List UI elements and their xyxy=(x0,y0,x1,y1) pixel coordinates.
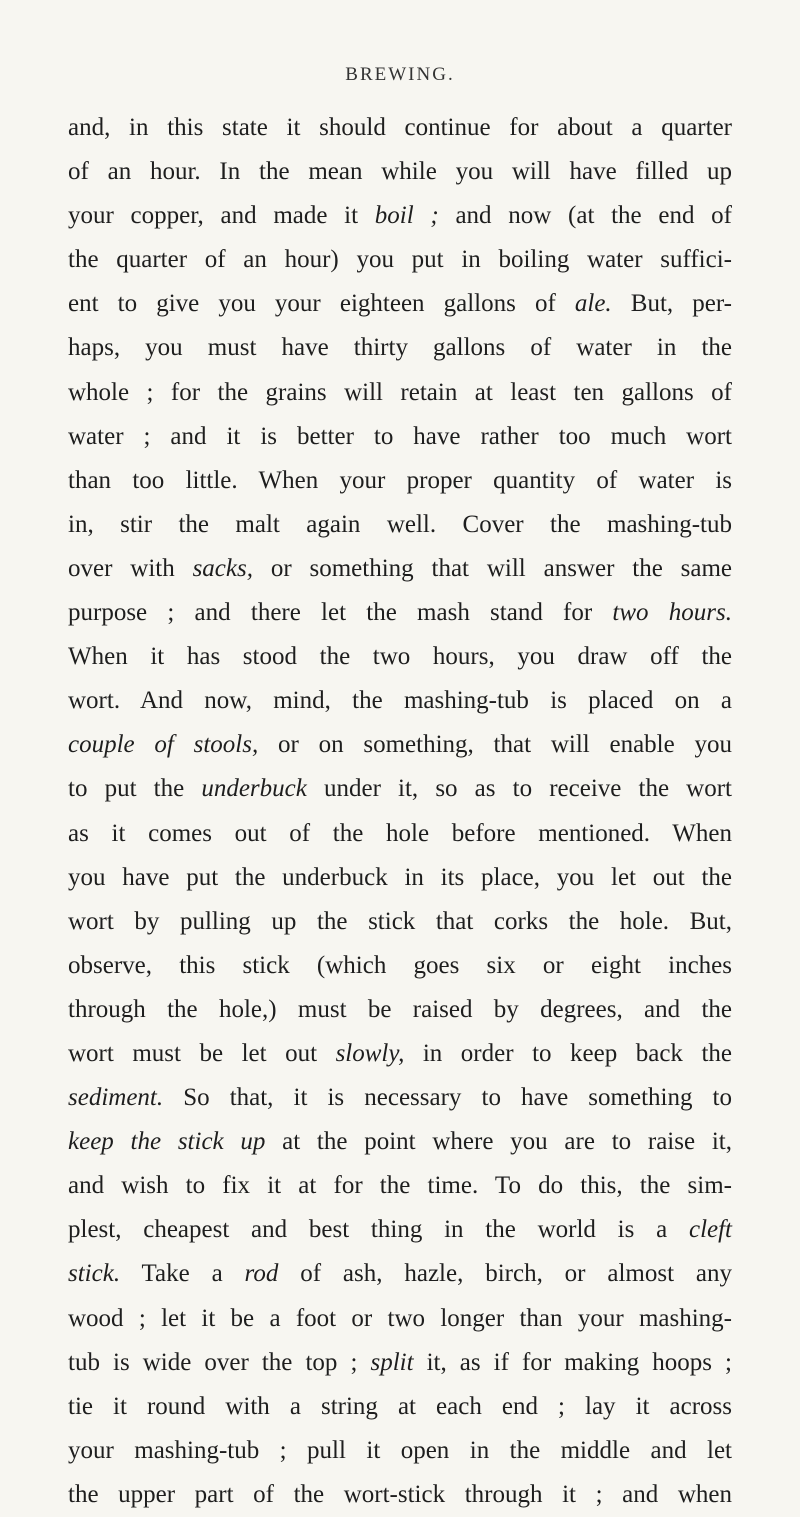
text-line xyxy=(68,1032,732,1076)
text-line xyxy=(68,723,732,767)
italic-phrase: underbuck xyxy=(201,775,307,803)
text-run: wort by pulling up the stick that corks the hole. But, xyxy=(68,907,732,935)
text-run: plest, cheapest and best thing in the world is a xyxy=(68,1216,689,1244)
text-line xyxy=(68,1385,732,1429)
body-text xyxy=(68,106,732,1517)
text-line xyxy=(68,503,732,547)
text-run: under it, so as to receive the wort xyxy=(306,775,732,803)
text-line xyxy=(68,591,732,635)
text-run: to put the xyxy=(68,775,202,803)
text-run: than too little. When your proper quantity of water is xyxy=(68,466,732,494)
text-line xyxy=(68,547,732,591)
text-run: and wish to fix it at for the time. To do this, the sim- xyxy=(68,1172,732,1200)
text-line xyxy=(68,1164,732,1208)
text-run: in, stir the malt again well. Cover the mashing-tub xyxy=(68,510,732,538)
text-run: ent to give you your eighteen gallons of xyxy=(68,290,575,318)
text-run: or something that will answer the same xyxy=(252,554,733,582)
text-line xyxy=(68,679,732,723)
text-run: at the point where you are to raise it, xyxy=(265,1128,732,1156)
text-line xyxy=(68,371,732,415)
text-run: When it has stood the two hours, you draw off the xyxy=(68,643,732,671)
italic-phrase: rod xyxy=(244,1260,279,1288)
text-run: it, as if for making hoops ; xyxy=(413,1348,732,1376)
text-run: observe, this stick (which goes six or eight inches xyxy=(68,951,732,979)
text-run: and now (at the end of xyxy=(438,202,733,230)
text-run: So that, it is necessary to have something to xyxy=(163,1084,732,1112)
text-line xyxy=(68,238,732,282)
text-run: the upper part of the wort-stick through it ; and when xyxy=(68,1480,732,1508)
text-run: and, in this state it should continue for about a quarter xyxy=(68,114,732,141)
italic-phrase: boil ; xyxy=(374,202,439,230)
italic-phrase: ale. xyxy=(574,290,612,318)
italic-phrase: two hours. xyxy=(612,599,732,627)
text-line xyxy=(68,812,732,856)
text-run: in order to keep back the xyxy=(404,1039,732,1067)
text-line xyxy=(68,635,732,679)
italic-phrase: couple of stools, xyxy=(68,731,259,759)
text-line xyxy=(68,106,732,150)
text-line xyxy=(68,282,732,326)
text-line xyxy=(68,988,732,1032)
text-line xyxy=(68,1297,732,1341)
text-run: Take a xyxy=(120,1260,245,1288)
text-run: over with xyxy=(68,554,193,582)
text-line xyxy=(68,1076,732,1120)
text-run: your mashing-tub ; pull it open in the middle and let xyxy=(68,1436,732,1464)
italic-phrase: sacks, xyxy=(192,554,253,582)
italic-phrase: cleft xyxy=(688,1216,732,1244)
text-run: tie it round with a string at each end ; lay it across xyxy=(68,1392,732,1420)
text-line xyxy=(68,1429,732,1473)
italic-phrase: keep the stick up xyxy=(68,1128,266,1156)
text-line xyxy=(68,900,732,944)
text-run: or on something, that will enable you xyxy=(258,731,732,759)
text-run: haps, you must have thirty gallons of water in the xyxy=(68,334,732,362)
text-line xyxy=(68,944,732,988)
text-line xyxy=(68,1341,732,1385)
italic-phrase: slowly, xyxy=(335,1039,405,1067)
text-line xyxy=(68,194,732,238)
text-run: But, per- xyxy=(611,290,733,318)
text-run: water ; and it is better to have rather too much wort xyxy=(68,422,732,450)
italic-phrase: sediment. xyxy=(68,1084,164,1112)
text-run: whole ; for the grains will retain at least ten gallons of xyxy=(68,378,732,406)
text-run: your copper, and made it xyxy=(68,202,375,230)
text-run: tub is wide over the top ; xyxy=(68,1348,371,1376)
text-run: the quarter of an hour) you put in boiling water suffici- xyxy=(68,246,732,274)
text-run: wood ; let it be a foot or two longer than your mashing- xyxy=(68,1304,732,1332)
text-line xyxy=(68,326,732,370)
text-run: wort. And now, mind, the mashing-tub is placed on a xyxy=(68,687,732,715)
text-line xyxy=(68,1208,732,1252)
text-line xyxy=(68,1120,732,1164)
text-run: as it comes out of the hole before mentioned. When xyxy=(68,819,732,847)
text-line xyxy=(68,856,732,900)
text-line xyxy=(68,150,732,194)
running-head: BREWING. xyxy=(345,64,455,85)
text-run: through the hole,) must be raised by degrees, and the xyxy=(68,995,732,1023)
text-run: of an hour. In the mean while you will have filled up xyxy=(68,158,732,186)
text-line xyxy=(68,767,732,811)
text-run: wort must be let out xyxy=(68,1039,336,1067)
text-line xyxy=(68,1473,732,1517)
text-run: purpose ; and there let the mash stand for xyxy=(68,599,613,627)
text-line xyxy=(68,1252,732,1296)
text-run: of ash, hazle, birch, or almost any xyxy=(278,1260,732,1288)
text-line xyxy=(68,459,732,503)
italic-phrase: split xyxy=(370,1348,414,1376)
text-line xyxy=(68,415,732,459)
text-run: you have put the underbuck in its place, you let out the xyxy=(68,863,732,891)
italic-phrase: stick. xyxy=(68,1260,121,1288)
